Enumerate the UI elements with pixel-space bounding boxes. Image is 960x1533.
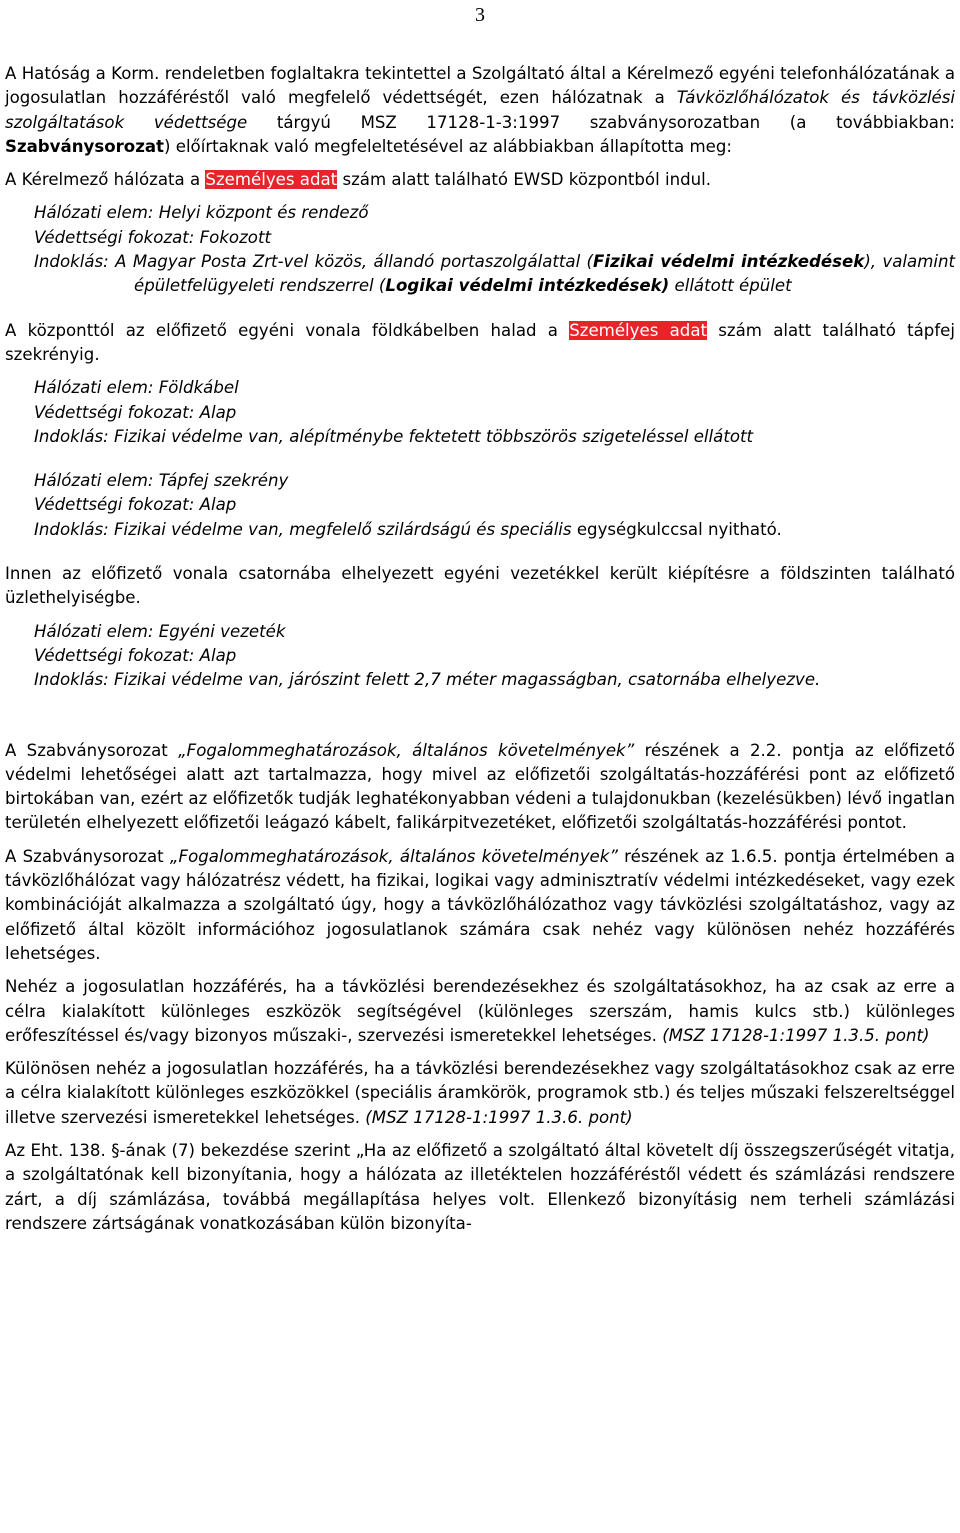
network-element-individual-wire [34,620,955,693]
page-number: 3 [475,4,485,26]
text-span: A Szabványsorozat [5,846,170,866]
standard-short-name: Szabványsorozat [5,136,164,156]
standard-1-6-5-paragraph [5,845,955,966]
difficult-access-paragraph [5,975,955,1048]
element-name: Hálózati elem: Egyéni vezeték [34,621,286,641]
element-name: Hálózati elem: Helyi központ és rendező [34,203,369,223]
text-span: ellátott épület [669,276,792,296]
protection-level: Védettségi fokozat: Alap [34,402,237,422]
network-origin-paragraph [5,168,955,192]
text-span: részének a 2.2. pontja az előfizető védelmi lehetőségei alatt azt tartalmazza, hogy mivel az előfizetői szolgáltatás-hozzáférési pont az előfizető birtokában van, ezért az előfizetők tudják leghatékonyabban védeni a tulajdonukban (kezelésükben) lévő ingatlan területén elhelyezett előfizetői leágazó kábelt, falikárpitvezetéket, előfizetői szolgáltatás-hozzáférési pontot. [5,740,955,833]
element-name: Hálózati elem: Földkábel [34,378,239,398]
standard-reference: (MSZ 17128-1:1997 1.3.5. pont) [662,1025,930,1045]
network-element-cabinet [34,469,955,542]
text-span: A Szabványsorozat [5,740,179,760]
premises-paragraph: Innen az előfizető vonala csatornába elhelyezett egyéni vezetékkel került kiépítésre a földszinten található üzlethelyiségbe. [5,564,955,608]
text-span: ) előírtaknak való megfeleltetésével az alábbiakban állapította meg: [163,136,732,156]
standard-2-2-paragraph [5,739,955,836]
protection-level: Védettségi fokozat: Alap [34,495,237,515]
standard-part-title: „Fogalommeghatározások, általános követelmények” [169,846,618,866]
text-span: szám alatt található tápfej szekrényig. [5,320,955,364]
subscriber-line-paragraph [5,319,955,368]
protection-level: Védettségi fokozat: Fokozott [34,227,271,247]
text-span: Nehéz a jogosulatlan hozzáférés, ha a távközlési berendezésekhez és szolgáltatásokhoz, ha az csak az erre a célra kialakított különleges eszközök segítségével (különleges szerszám, hamis kulcs stb.) különleges erőfeszítéssel és/vagy bizonyos műszaki-, szervezési ismeretekkel lehetséges. [5,977,955,1045]
intro-paragraph [5,62,955,159]
logical-measures: Logikai védelmi intézkedések) [385,276,670,296]
network-element-ground-cable [34,376,955,449]
text-span: Különösen nehéz a jogosulatlan hozzáférés, ha a távközlési berendezésekhez vagy szolgáltatásokhoz csak az erre a célra kialakított különleges eszközökkel (speciális áramkörök, programok stb.) és teljes műszaki felszereltséggel illetve szervezési ismeretekkel lehetséges. [5,1059,955,1127]
network-element-exchange [34,201,955,298]
document-body [5,62,955,1236]
standard-part-title: „Fogalommeghatározások, általános követelmények” [178,740,635,760]
text-span: A Kérelmező hálózata a [5,170,206,190]
text-span: Indoklás: Fizikai védelme van, megfelelő szilárdságú és speciális [34,519,572,539]
text-span: ), valamint épületfelügyeleti rendszerrel ( [134,252,955,296]
standard-title: Távközlőhálózatok és távközlési szolgáltatások védettsége [5,88,955,132]
justification: Indoklás: Fizikai védelme van, alépítménybe fektetett többszörös szigeteléssel ellátott [34,426,753,446]
text-span: részének az 1.6.5. pontja értelmében a távközlőhálózat vagy hálózatrész védett, ha fizikai, logikai vagy adminisztratív védelmi intézkedéseket, vagy ezek kombinációját alkalmazza a szolgáltató úgy, hogy a távközlőhálózathoz vagy távközlési szolgáltatáshoz, vagy az előfizető által közölt információhoz jogosulatlanok számára csak nehéz vagy különösen nehéz hozzáférés lehetséges. [5,846,956,963]
text-span: szám alatt található EWSD központból indul. [337,170,712,190]
text-span: egységkulccsal nyitható. [571,519,782,539]
justification [34,250,955,299]
justification [34,518,955,542]
protection-level: Védettségi fokozat: Alap [34,645,237,665]
text-span: A Hatóság a Korm. rendeletben foglaltakra tekintettel a Szolgáltató által a Kérelmező egyéni telefonhálózatának a jogosulatlan hozzáféréstől való megfelelő védettségét, ezen hálózatnak a [5,64,955,108]
text-span: tárgyú MSZ 17128-1-3:1997 szabványsorozatban (a továbbiakban: [247,112,956,132]
element-name: Hálózati elem: Tápfej szekrény [34,471,289,491]
redacted-personal-data: Személyes adat [205,170,338,190]
very-difficult-access-paragraph [5,1057,955,1130]
standard-reference: (MSZ 17128-1:1997 1.3.6. pont) [365,1107,633,1127]
justification: Indoklás: Fizikai védelme van, járószint felett 2,7 méter magasságban, csatornába elhelyezve. [34,670,821,690]
text-span: A központtól az előfizető egyéni vonala földkábelben halad a [5,320,570,340]
redacted-personal-data: Személyes adat [569,320,707,340]
physical-measures: Fizikai védelmi intézkedések [593,252,865,272]
eht-paragraph: Az Eht. 138. §-ának (7) bekezdése szerint „Ha az előfizető a szolgáltató által követelt díj összegszerűségét vitatja, a szolgáltatónak kell bizonyítania, hogy a hálózata az illetéktelen hozzáféréstől védett és számlázási rendszere zárt, a díj számlázása, továbbá megállapítása helyes volt. Ellenkező bizonyításig nem terheli számlázási rendszere zártságának vonatkozásában külön bizonyíta- [5,1140,955,1233]
text-span: Indoklás: A Magyar Posta Zrt-vel közös, állandó portaszolgálattal ( [34,252,594,272]
